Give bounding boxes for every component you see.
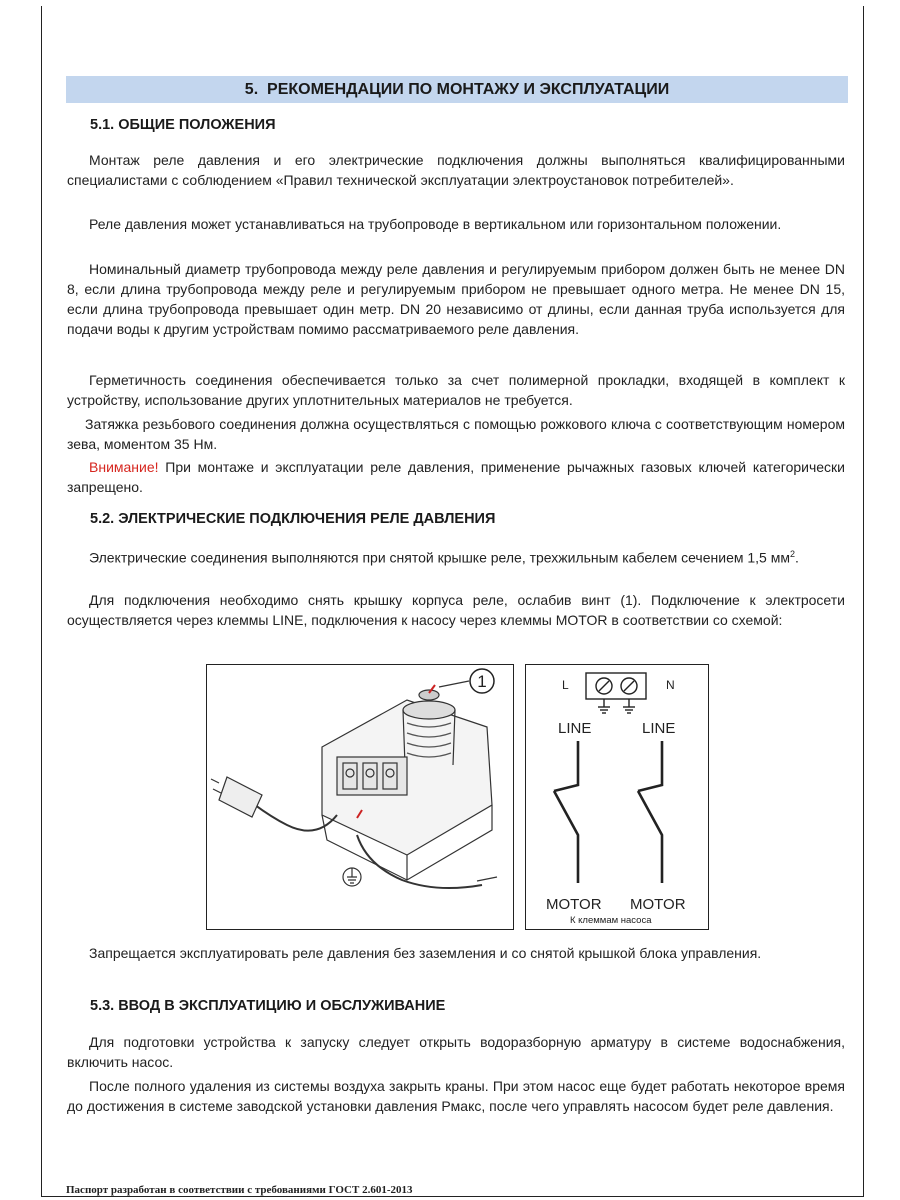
paragraph: Реле давления может устанавливаться на трубопроводе в вертикальном или горизонтальном положении. bbox=[89, 216, 782, 232]
paragraph: Монтаж реле давления и его электрические подключения должны выполняться квалифицированными специалистами с соблюдением «Правил технической эксплуатации электроустановок потребителей». bbox=[67, 152, 845, 188]
motor-label-left: MOTOR bbox=[546, 896, 602, 913]
paragraph: После полного удаления из системы воздуха закрыть краны. При этом насос еще будет работать некоторое время до достижения в системе заводской установки давления Рмакс, после чего управлять насосом будет реле давления. bbox=[67, 1078, 845, 1114]
paragraph: Электрические соединения выполняются при снятой крышке реле, трехжильным кабелем сечением 1,5 $мм^2$. bbox=[89, 549, 799, 566]
paragraph: Герметичность соединения обеспечивается только за счет полимерной прокладки, входящей в комплект к устройству, использование других уплотнительных материалов не требуется. bbox=[67, 372, 845, 408]
section-title bbox=[66, 76, 848, 103]
terminal-label-l: L bbox=[562, 678, 569, 692]
pressure-switch-figure bbox=[206, 664, 514, 930]
pressure-switch-illustration bbox=[207, 665, 513, 929]
paragraph: Запрещается эксплуатировать реле давления без заземления и со снятой крышкой блока управления. bbox=[89, 945, 762, 961]
paragraph: Для подготовки устройства к запуску следует открыть водоразборную арматуру в системе водоснабжения, включить насос. bbox=[67, 1034, 845, 1070]
footer-divider bbox=[41, 1196, 864, 1197]
paragraph: Затяжка резьбового соединения должна осуществляться с помощью рожкового ключа с соответствующим номером зева, моментом 35 Нм. bbox=[67, 416, 845, 452]
paragraph: Номинальный диаметр трубопровода между реле давления и регулируемым прибором должен быть не менее DN 8, если длина трубопровода между реле и регулируемым прибором не превышает одного метра. Не менее DN 15, если длина трубопровода превышает один метр. DN 20 независимо от длины, если данная труба используется для подачи воды к другим устройствам помимо рассматриваемого реле давления. bbox=[67, 261, 845, 337]
subsection-title-5-2: 5.2. ЭЛЕКТРИЧЕСКИЕ ПОДКЛЮЧЕНИЯ РЕЛЕ ДАВЛЕНИЯ bbox=[90, 511, 496, 527]
wiring-caption: К клеммам насоса bbox=[570, 915, 652, 926]
terminal-label-n: N bbox=[666, 678, 675, 692]
callout-number: 1 bbox=[477, 672, 487, 691]
warning-label: Внимание! bbox=[89, 459, 159, 475]
section-number: 5. bbox=[244, 81, 259, 98]
subsection-title-5-3: 5.3. ВВОД В ЭКСПЛУАТИЦИЮ И ОБСЛУЖИВАНИЕ bbox=[90, 998, 446, 1014]
section-title-text: РЕКОМЕНДАЦИИ ПО МОНТАЖУ И ЭКСПЛУАТАЦИИ bbox=[267, 81, 670, 98]
wiring-diagram bbox=[525, 664, 709, 930]
motor-label-right: MOTOR bbox=[630, 896, 686, 913]
line-label-left: LINE bbox=[558, 720, 592, 737]
warning-paragraph: Внимание! При монтаже и эксплуатации реле давления, применение рычажных газовых ключей категорически запрещено. bbox=[67, 459, 845, 495]
paragraph: Для подключения необходимо снять крышку корпуса реле, ослабив винт (1). Подключение к электросети осуществляется через клеммы LINE, подключения к насосу через клеммы MOTOR в соответствии со схемой: bbox=[67, 592, 845, 628]
footer-note: Паспорт разработан в соответствии с требованиями ГОСТ 2.601-2013 bbox=[66, 1184, 413, 1196]
subsection-title-5-1: 5.1. ОБЩИЕ ПОЛОЖЕНИЯ bbox=[90, 117, 276, 133]
line-label-right: LINE bbox=[642, 720, 676, 737]
